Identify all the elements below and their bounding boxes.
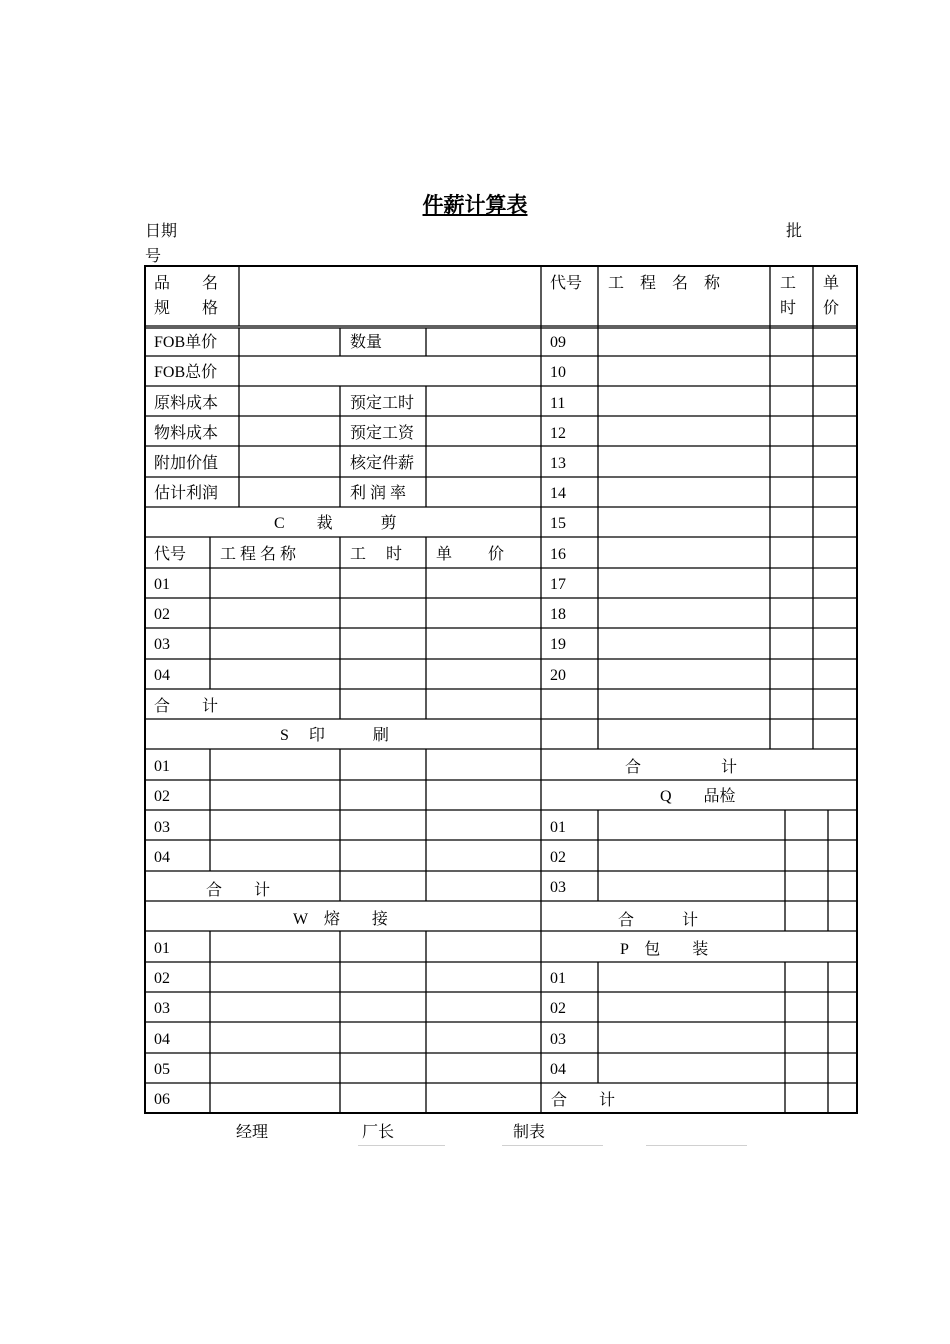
cutting-total-label: 合 计	[154, 698, 219, 715]
right-code: 12	[550, 425, 566, 442]
printing-code: 03	[154, 819, 170, 836]
packing-code: 03	[550, 1031, 566, 1048]
cutting-col-code: 代号	[154, 546, 187, 563]
cutting-col-hours: 工 时	[350, 546, 403, 563]
director-signature-line	[358, 1145, 445, 1146]
right-code: 13	[550, 455, 566, 472]
added-value-label: 附加价值	[154, 455, 219, 472]
date-label: 日期	[145, 223, 178, 240]
quantity-label: 数量	[350, 334, 383, 351]
right-code: 16	[550, 546, 566, 563]
right-code: 10	[550, 364, 566, 381]
packing-code: 04	[550, 1061, 566, 1078]
cutting-code: 02	[154, 606, 170, 623]
manager-label: 经理	[236, 1124, 269, 1141]
cutting-code: 01	[154, 576, 170, 593]
price-header: 单	[823, 275, 840, 292]
cutting-heading: C 裁 剪	[274, 515, 397, 532]
batch-label: 批	[786, 223, 803, 240]
right-code: 20	[550, 667, 566, 684]
packing-total-label: 合 计	[551, 1092, 616, 1109]
welding-code: 06	[154, 1091, 170, 1108]
right-code: 11	[550, 395, 566, 412]
welding-code: 01	[154, 940, 170, 957]
right-code: 17	[550, 576, 566, 593]
fob-unit-price-label: FOB单价	[154, 334, 218, 351]
batch-label-continued: 号	[145, 248, 162, 265]
page-title: 件薪计算表	[422, 193, 528, 217]
process-name-header: 工 程 名 称	[608, 275, 721, 292]
planned-hours-label: 预定工时	[350, 395, 415, 412]
right-code: 18	[550, 606, 566, 623]
material-cost-label: 原料成本	[154, 395, 219, 412]
welding-code: 02	[154, 970, 170, 987]
printing-code: 02	[154, 788, 170, 805]
spec-label: 规 格	[154, 300, 219, 317]
packing-code: 02	[550, 1000, 566, 1017]
cutting-code: 04	[154, 667, 170, 684]
prepared-by-label: 制表	[513, 1124, 546, 1141]
preparer-signature-line	[502, 1145, 603, 1146]
hours-header-2: 时	[780, 300, 797, 317]
packing-code: 01	[550, 970, 566, 987]
right-code: 15	[550, 515, 566, 532]
cutting-col-price: 单 价	[436, 546, 505, 563]
inspection-code: 02	[550, 849, 566, 866]
inspection-total-label: 合 计	[618, 912, 699, 929]
welding-code: 05	[154, 1061, 170, 1078]
factory-director-label: 厂长	[362, 1124, 395, 1141]
inspection-code: 03	[550, 879, 566, 896]
welding-code: 03	[154, 1000, 170, 1017]
printing-heading: S 印 刷	[280, 727, 389, 744]
welding-heading: W 熔 接	[293, 911, 388, 928]
extra-signature-line	[646, 1145, 747, 1146]
welding-code: 04	[154, 1031, 170, 1048]
printing-code: 04	[154, 849, 170, 866]
right-code: 19	[550, 636, 566, 653]
approved-piece-wage-label: 核定件薪	[350, 455, 415, 472]
fob-total-price-label: FOB总价	[154, 364, 218, 381]
planned-wage-label: 预定工资	[350, 425, 415, 442]
hours-header: 工	[780, 275, 797, 292]
right-total-label: 合 计	[625, 759, 738, 776]
supplies-cost-label: 物料成本	[154, 425, 219, 442]
cutting-code: 03	[154, 636, 170, 653]
estimated-profit-label: 估计利润	[154, 485, 219, 502]
packing-heading: P 包 装	[620, 941, 709, 958]
inspection-heading: Q 品检	[660, 788, 736, 805]
right-code: 14	[550, 485, 566, 502]
printing-total-label: 合 计	[206, 882, 271, 899]
cutting-col-name: 工 程 名 称	[220, 546, 297, 563]
inspection-code: 01	[550, 819, 566, 836]
price-header-2: 价	[823, 300, 840, 317]
code-header: 代号	[550, 275, 583, 292]
right-code: 09	[550, 334, 566, 351]
printing-code: 01	[154, 758, 170, 775]
product-name-label: 品 名	[154, 275, 219, 292]
profit-rate-label: 利 润 率	[350, 485, 407, 502]
